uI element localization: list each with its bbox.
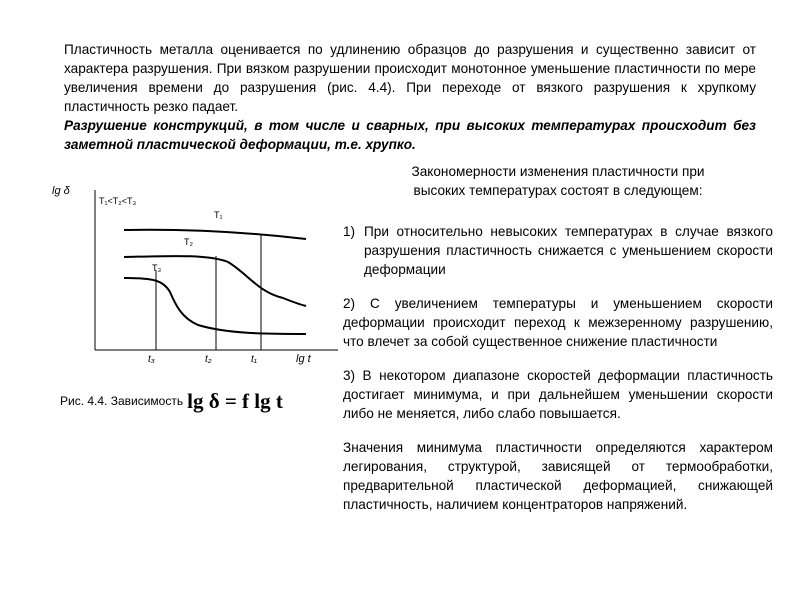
curve-label-t3: T₃ [152, 263, 162, 273]
heading-line-2: высоких температурах состоят в следующем: [413, 183, 703, 198]
intro-section [64, 40, 756, 154]
curve-t1 [124, 230, 306, 239]
curve-label-t1: T₁ [214, 210, 223, 220]
intro-paragraph: Пластичность металла оценивается по удлинению образцов до разрушения и существенно зависит от характера разрушения. При вязком разрушении происходит монотонное уменьшение пластичности по мере увеличения времени до разрушения (рис. 4.4). При переходе от вязкого разрушения к хрупкому пластичность резко падает. [64, 42, 756, 114]
x-tick-t3: t₃ [148, 354, 155, 365]
right-column [343, 162, 773, 514]
formula: lg δ = f lg t [187, 389, 283, 413]
bold-statement: Разрушение конструкций, в том числе и сварных, при высоких температурах происходит без заметной пластической деформации, т.е. хрупко. [64, 118, 756, 152]
condition-label: T₁<T₂<T₃ [99, 196, 137, 206]
x-tick-t2: t₂ [205, 354, 212, 365]
y-axis-label: lg δ [52, 185, 70, 197]
section-heading [343, 162, 773, 200]
curve-t3 [124, 278, 306, 334]
list-item-1-number: 1) [343, 224, 356, 239]
x-axis-label: lg t [296, 353, 311, 365]
x-tick-t1: t₁ [251, 354, 257, 365]
caption-text: Рис. 4.4. Зависимость [60, 394, 184, 408]
plasticity-figure [48, 170, 348, 380]
conclusion-paragraph: Значения минимума пластичности определяются характером легирования, структурой, зависящей от термообработки, предварительной пластической деформацией, снижающей пластичность, наличием концентраторов напряжений. [343, 440, 773, 512]
curve-label-t2: T₂ [184, 237, 193, 247]
heading-line-1: Закономерности изменения пластичности при [411, 164, 705, 179]
plasticity-chart [48, 170, 348, 380]
figure-caption [60, 386, 283, 411]
list-item-3: 3) В некотором диапазоне скоростей деформации пластичность достигает минимума, и при дальнейшем уменьшении скорости либо не меняется, либо слабо повышается. [343, 368, 773, 421]
list-item-1 [343, 222, 773, 279]
list-item-1-text: При относительно невысоких температурах в случае вязкого разрушения пластичность снижается с уменьшением скорости деформации [364, 224, 773, 277]
list-item-2: 2) С увеличением температуры и уменьшением скорости деформации происходит переход к межзеренному разрушению, что влечет за собой существенное снижение пластичности [343, 296, 773, 349]
